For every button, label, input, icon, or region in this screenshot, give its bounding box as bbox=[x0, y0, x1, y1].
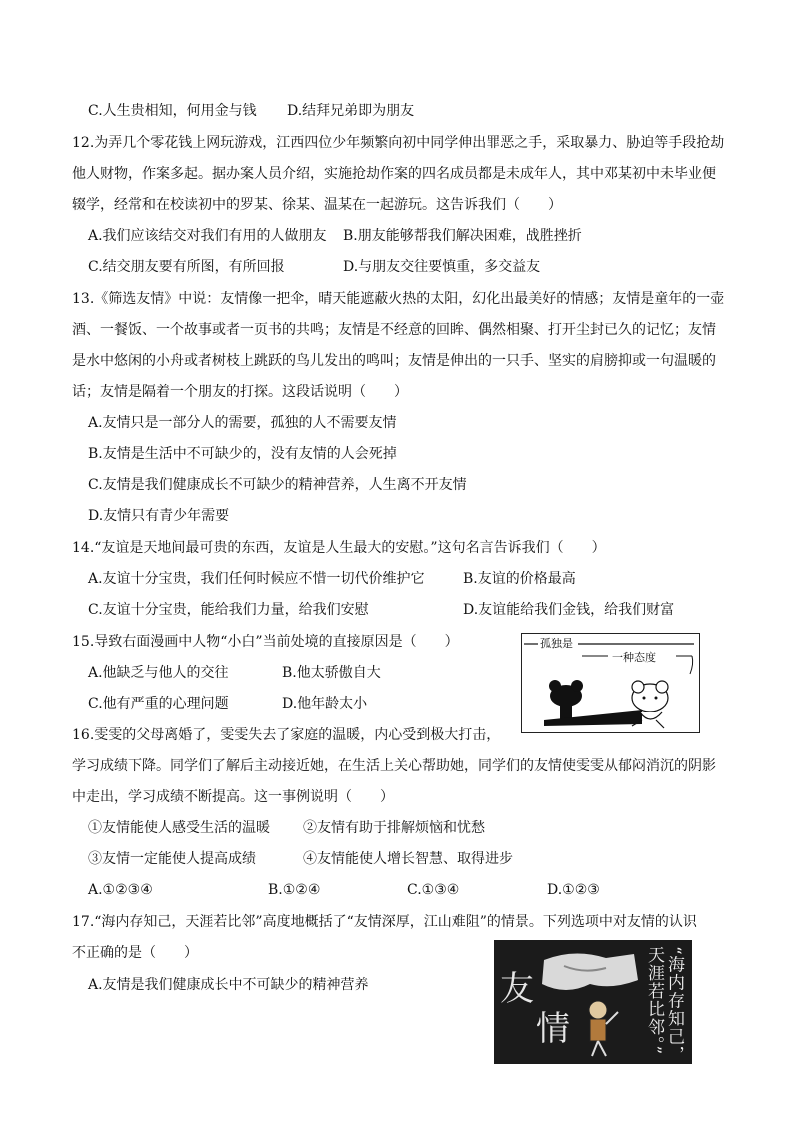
q14-option-c: C.友谊十分宝贵，能给我们力量，给我们安慰 bbox=[88, 602, 369, 618]
poster-poem-col-1: “海内存知己， bbox=[664, 946, 684, 1064]
q16-option-c: C.①③④ bbox=[407, 882, 460, 898]
q11-option-c: C.人生贵相知，何用金与钱 bbox=[88, 103, 257, 119]
cartoon-drawing bbox=[522, 634, 699, 732]
q15-option-d: D.他年龄太小 bbox=[282, 696, 368, 712]
q16-stem-line-3: 中走出，学习成绩不断提高。这一事例说明（ ） bbox=[72, 789, 394, 805]
q12-option-a: A.我们应该结交对我们有用的人做朋友 bbox=[88, 228, 327, 244]
q14-option-b: B.友谊的价格最高 bbox=[463, 571, 576, 587]
q11-option-d: D.结拜兄弟即为朋友 bbox=[287, 103, 415, 119]
q12-option-d: D.与朋友交往要慎重，多交益友 bbox=[343, 259, 541, 275]
q16-statement-3: ③友情一定能使人提高成绩 bbox=[88, 851, 256, 867]
cartoon-caption-2: 一种态度 bbox=[612, 651, 656, 664]
poster-drawing bbox=[494, 940, 692, 1064]
q16-stem-line-1: 16.雯雯的父母离婚了，雯雯失去了家庭的温暖，内心受到极大打击， bbox=[72, 727, 501, 743]
q13-option-d: D.友情只有青少年需要 bbox=[88, 508, 230, 524]
q17-stem-line-1: 17.“海内存知己，天涯若比邻”高度地概括了“友情深厚，江山难阻”的情景。下列选项中对友情的认识 bbox=[72, 914, 697, 930]
q13-stem-line-1: 13.《筛选友情》中说：友情像一把伞，晴天能遮蔽火热的太阳，幻化出最美好的情感；友情是童年的一壶 bbox=[72, 291, 725, 307]
q12-option-c: C.结交朋友要有所图，有所回报 bbox=[88, 259, 285, 275]
q16-option-a: A.①②③④ bbox=[88, 882, 153, 898]
q16-option-d: D.①②③ bbox=[547, 882, 600, 898]
q17-stem-line-2: 不正确的是（ ） bbox=[72, 945, 198, 961]
q12-stem-line-1: 12.为弄几个零花钱上网玩游戏，江西四位少年频繁向初中同学伸出罪恶之手，采取暴力、胁迫等手段抢劫 bbox=[72, 135, 725, 151]
q15-option-b: B.他太骄傲自大 bbox=[282, 665, 381, 681]
q17-option-a: A.友情是我们健康成长中不可缺少的精神营养 bbox=[88, 977, 369, 993]
q15-stem-line-1: 15.导致右面漫画中人物“小白”当前处境的直接原因是（ ） bbox=[72, 634, 459, 650]
q15-option-c: C.他有严重的心理问题 bbox=[88, 696, 229, 712]
loneliness-cartoon bbox=[521, 633, 700, 733]
cartoon-caption-1: 孤独是 bbox=[540, 637, 573, 650]
q16-statement-2: ②友情有助于排解烦恼和忧愁 bbox=[303, 820, 485, 836]
q16-statement-4: ④友情能使人增长智慧、取得进步 bbox=[303, 851, 513, 867]
q13-stem-line-2: 酒、一餐饭、一个故事或者一页书的共鸣；友情是不经意的回眸、偶然相聚、打开尘封已久的记忆；友情 bbox=[72, 322, 716, 338]
q13-option-c: C.友情是我们健康成长不可缺少的精神营养，人生离不开友情 bbox=[88, 477, 467, 493]
q13-option-b: B.友情是生活中不可缺少的，没有友情的人会死掉 bbox=[88, 446, 397, 462]
q14-stem-line-1: 14.“友谊是天地间最可贵的东西，友谊是人生最大的安慰。”这句名言告诉我们（ ） bbox=[72, 540, 606, 556]
q14-option-d: D.友谊能给我们金钱，给我们财富 bbox=[463, 602, 675, 618]
q16-stem-line-2: 学习成绩下降。同学们了解后主动接近她，在生活上关心帮助她，同学们的友情使雯雯从郁闷消沉的阴影 bbox=[72, 758, 716, 774]
q13-option-a: A.友情只是一部分人的需要，孤独的人不需要友情 bbox=[88, 415, 397, 431]
poster-char-2: 情 bbox=[536, 1009, 570, 1049]
q12-option-b: B.朋友能够帮我们解决困难，战胜挫折 bbox=[343, 228, 582, 244]
q15-option-a: A.他缺乏与他人的交往 bbox=[88, 665, 229, 681]
q13-stem-line-4: 话；友情是隔着一个朋友的打探。这段话说明（ ） bbox=[72, 384, 408, 400]
q12-stem-line-3: 辍学，经常和在校读初中的罗某、徐某、温某在一起游玩。这告诉我们（ ） bbox=[72, 197, 562, 213]
friendship-poster bbox=[494, 940, 692, 1064]
q12-stem-line-2: 他人财物，作案多起。据办案人员介绍，实施抢劫作案的四名成员都是未成年人，其中邓某初中未毕业便 bbox=[72, 166, 716, 182]
q13-stem-line-3: 是水中悠闲的小舟或者树枝上跳跃的鸟儿发出的鸣叫；友情是伸出的一只手、坚实的肩膀抑或一句温暖的 bbox=[72, 353, 716, 369]
poster-char-1: 友 bbox=[500, 969, 534, 1009]
q16-option-b: B.①②④ bbox=[268, 882, 321, 898]
poster-poem-col-2: 天涯若比邻。” bbox=[644, 946, 664, 1056]
q16-statement-1: ①友情能使人感受生活的温暖 bbox=[88, 820, 270, 836]
q14-option-a: A.友谊十分宝贵，我们任何时候应不惜一切代价维护它 bbox=[88, 571, 425, 587]
